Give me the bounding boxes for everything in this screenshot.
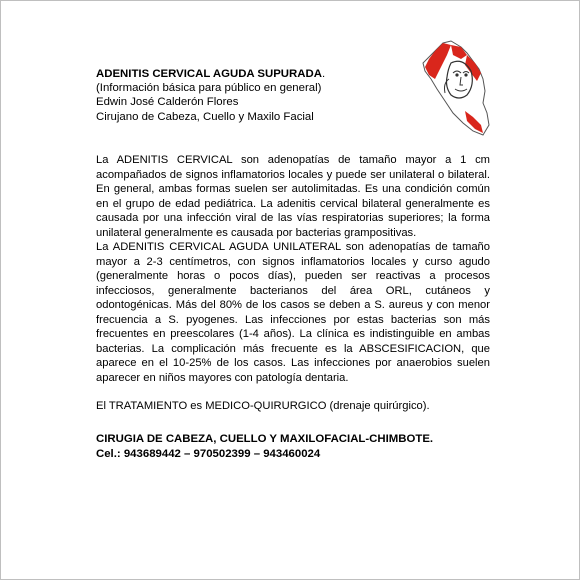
author-role: Cirujano de Cabeza, Cuello y Maxilo Facial	[96, 110, 314, 123]
body-paragraph-1: La ADENITIS CERVICAL son adenopatías de tamaño mayor a 1 cm acompañados de signos inflamatorios locales y puede ser unilateral o bilateral. En general, ambas formas suelen ser autolimitadas. Es una condición común en el grupo de edad pediátrica. La adenitis cervical bilateral generalmente es causada por una infección viral de las vías respiratorias superiores; la forma unilateral generalmente es causada por bacterias grampositivas.	[96, 154, 490, 239]
document-subtitle: (Información básica para público en general)	[96, 82, 322, 95]
contact-phones: Cel.: 943689442 – 970502399 – 943460024	[96, 448, 321, 460]
clinic-name: CIRUGIA DE CABEZA, CUELLO Y MAXILOFACIAL-CHIMBOTE.	[96, 433, 434, 445]
treatment-line: El TRATAMIENTO es MEDICO-QUIRURGICO (drenaje quirúrgico).	[96, 400, 430, 412]
document-title-line	[96, 67, 416, 81]
document-title: ADENITIS CERVICAL AGUDA SUPURADA	[96, 68, 322, 80]
document-header	[96, 67, 416, 124]
document-body	[96, 153, 490, 414]
author-name: Edwin José Calderón Flores	[96, 96, 239, 109]
title-period: .	[321, 68, 326, 80]
peru-map-face-icon	[421, 39, 491, 139]
body-paragraph-2: La ADENITIS CERVICAL AGUDA UNILATERAL son adenopatías de tamaño mayor a 2-3 centímetros, con signos inflamatorios locales y curso agudo (generalmente horas o pocos días), pueden ser reactivas a procesos infecciosos, generalmente bacterianos del área ORL, cutáneos y odontogénicas. Más del 80% de los casos se deben a S. aureus y con menor frecuencia a S. pyogenes. Las infecciones por estas bacterias son más frecuentes en preescolares (1-4 años). La clínica es indistinguible en ambas bacterias. La complicación más frecuente es la ABSCESIFICACION, que aparece en el 10-25% de los casos. Las infecciones por anaerobios suelen aparecer en niños mayores con patología dentaria.	[96, 241, 490, 384]
document-footer	[96, 432, 496, 462]
